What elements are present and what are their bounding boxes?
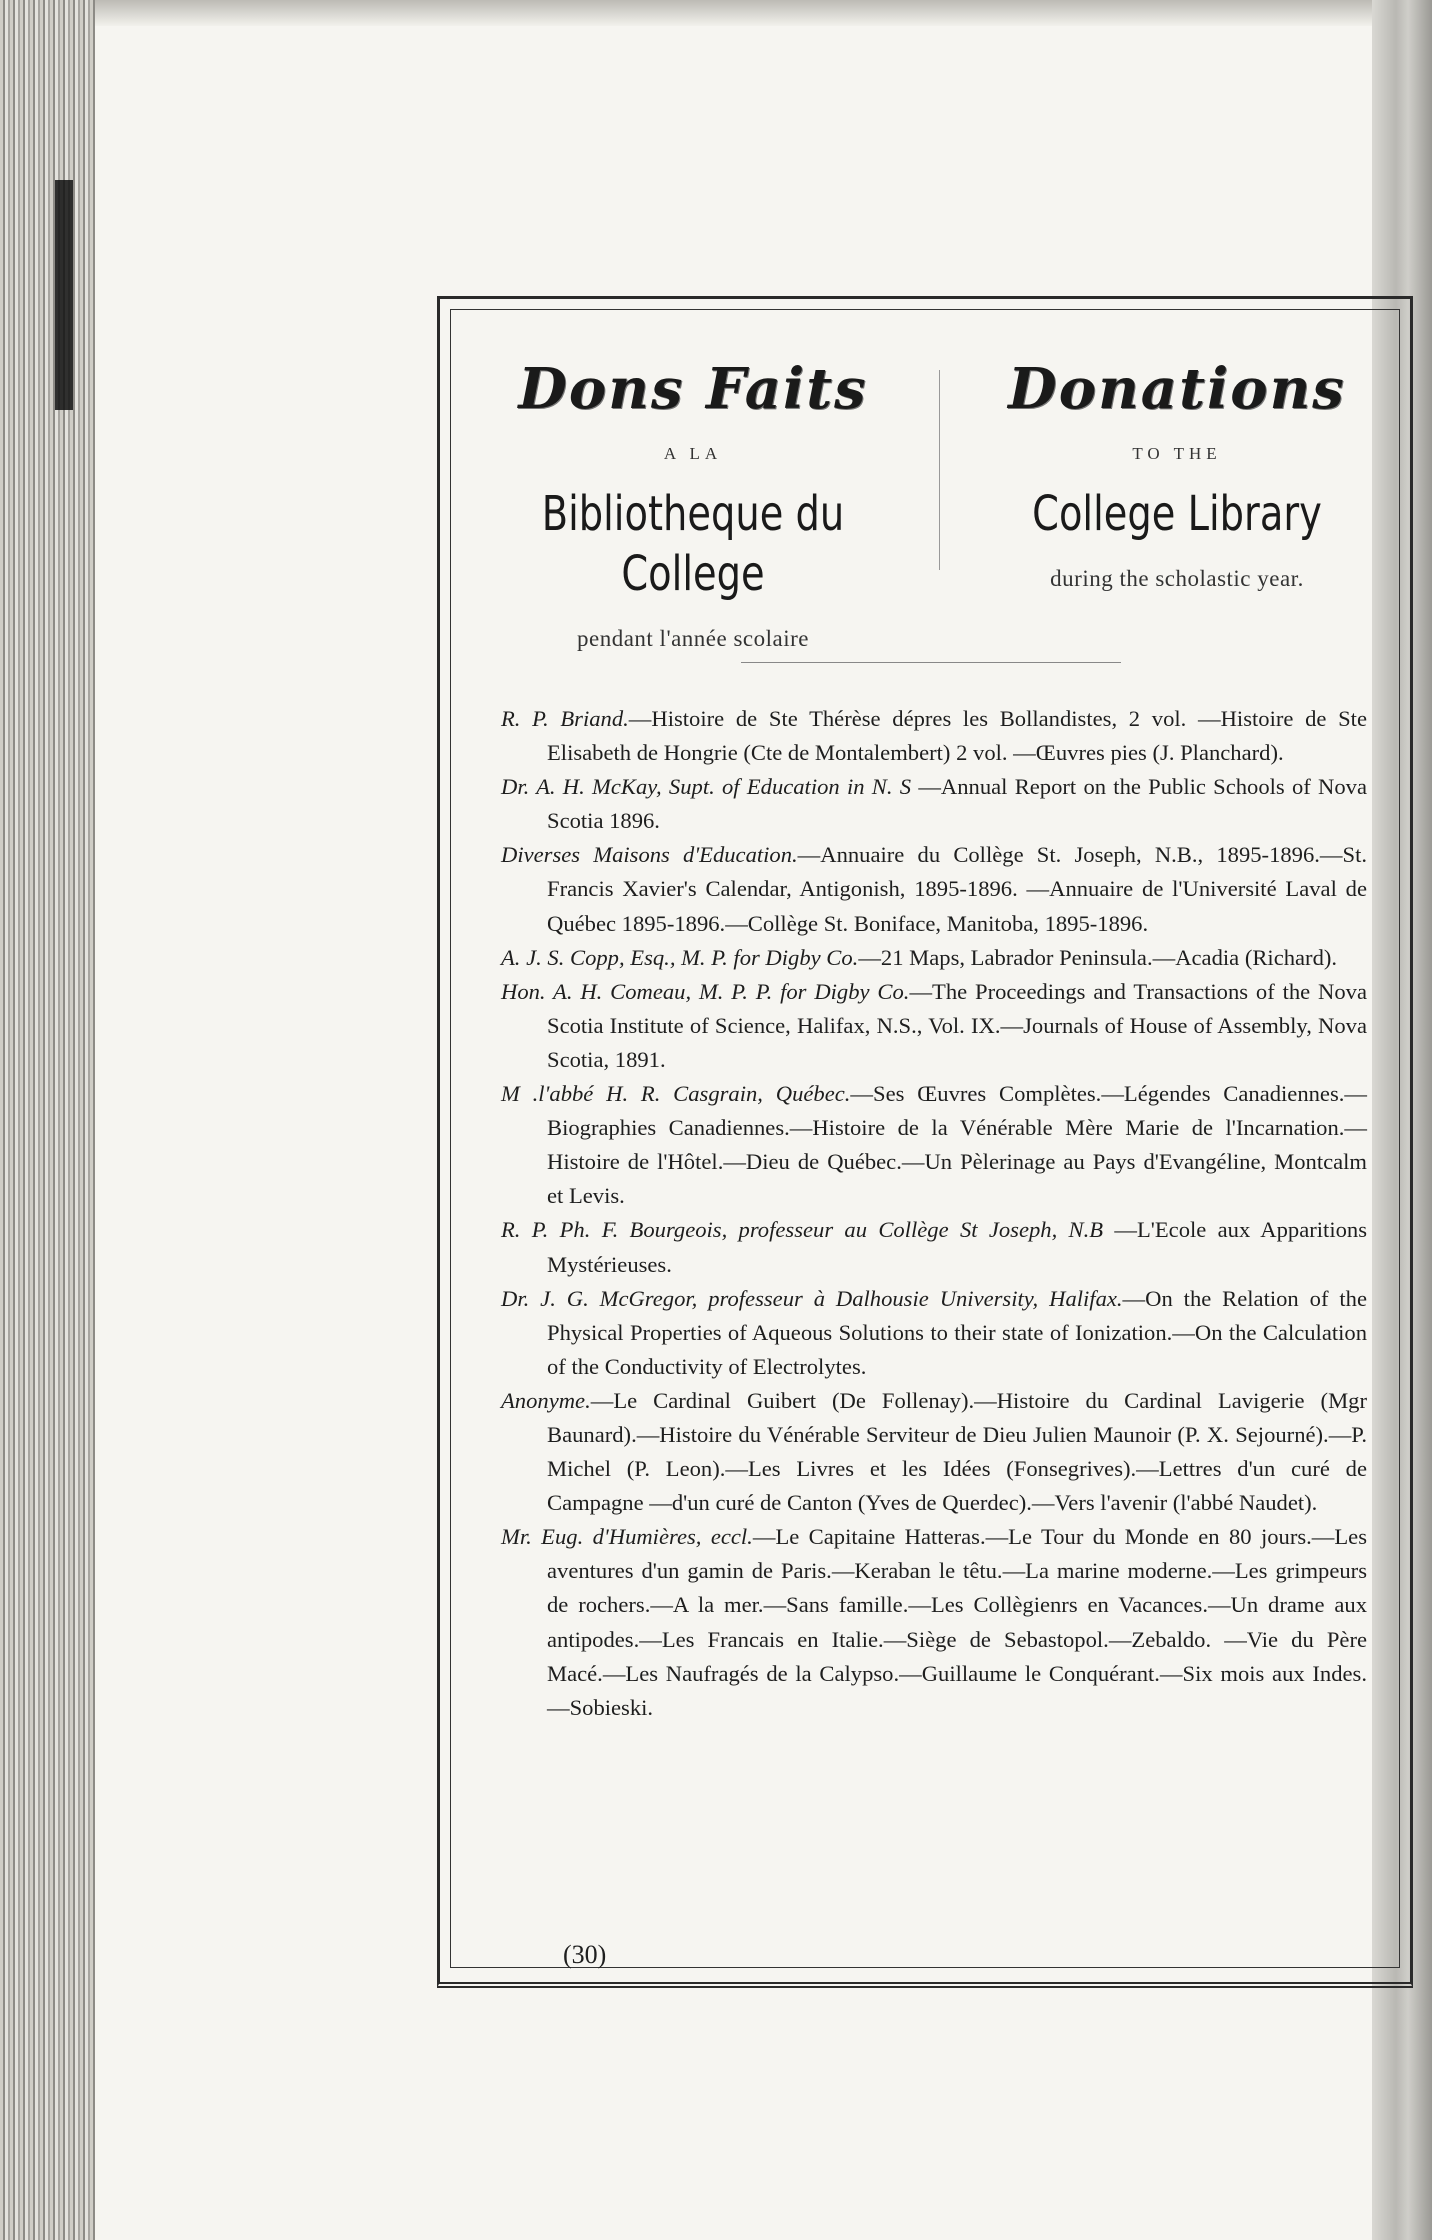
donation-text: —The Proceedings and Transactions of the Nova Scotia Institute of Science, Halifax, N.S., Vol. IX.—Journals of House of Assembly, Nova Scotia, 1891.	[547, 978, 1367, 1072]
book-page	[95, 26, 1372, 2240]
donation-entry	[501, 1520, 1367, 1725]
donation-entry	[501, 1282, 1367, 1384]
donor-name: R. P. Ph. F. Bourgeois, professeur au Collège St Joseph, N.B	[501, 1217, 1104, 1243]
donation-text: —Le Cardinal Guibert (De Follenay).—Histoire du Cardinal Lavigerie (Mgr Baunard).—Histoire du Vénérable Serviteur de Dieu Julien Maunoir (P. X. Sejourné).—P. Michel (P. Leon).—Les Livres et les Idées (Fonsegrives).—Lettres d'un curé de Campagne —d'un curé de Canton (Yves de Querdec).—Vers l'avenir (l'abbé Naudet).	[547, 1387, 1367, 1516]
english-library-title: College Library	[1032, 486, 1322, 542]
donor-name: R. P. Briand.	[501, 706, 629, 731]
english-subtitle: during the scholastic year.	[1050, 566, 1304, 591]
book-edge-left	[0, 0, 95, 2240]
donation-entry	[501, 838, 1367, 940]
donor-name: M .l'abbé H. R. Casgrain, Québec.	[501, 1081, 851, 1107]
donor-name: Dr. J. G. McGregor, professeur à Dalhousie University, Halifax.	[501, 1285, 1123, 1311]
frame-inner-border	[450, 309, 1400, 1968]
donation-text: —L'Ecole aux Apparitions Mystérieuses.	[547, 1217, 1367, 1277]
donation-text: —Le Capitaine Hatteras.—Le Tour du Monde en 80 jours.—Les aventures d'un gamin de Paris.—Keraban le têtu.—La marine moderne.—Les grimpeurs de rochers.—A la mer.—Sans famille.—Les Collègienrs en Vacances.—Un drame aux antipodes.—Les Francais en Italie.—Siège de Sebastopol.—Zebaldo. —Vie du Père Macé.—Les Naufragés de la Calypso.—Guillaume le Conquérant.—Six mois aux Indes.—Sobieski.	[547, 1524, 1367, 1720]
donation-text: —Annual Report on the Public Schools of Nova Scotia 1896.	[547, 774, 1367, 834]
english-title: Donations	[1008, 356, 1346, 422]
heading-french	[463, 350, 923, 652]
french-subtitle: pendant l'année scolaire	[577, 626, 809, 651]
donation-list	[501, 702, 1367, 1725]
donation-entry	[501, 1077, 1367, 1213]
donor-name: Hon. A. H. Comeau, M. P. P. for Digby Co.	[501, 978, 910, 1004]
donor-name: A. J. S. Copp, Esq., M. P. for Digby Co.	[501, 944, 859, 970]
donor-name: Dr. A. H. McKay, Supt. of Education in N. S	[501, 774, 912, 800]
donor-name: Diverses Maisons d'Education.	[501, 842, 798, 868]
page-number: (30)	[563, 1940, 607, 1969]
donor-name: Anonyme.	[501, 1387, 591, 1413]
donation-text: —Histoire de Ste Thérèse dépres les Bollandistes, 2 vol. —Histoire de Ste Elisabeth de Hongrie (Cte de Montalembert) 2 vol. —Œuvres pies (J. Planchard).	[547, 706, 1367, 766]
donation-text: —Annuaire du Collège St. Joseph, N.B., 1895-1896.—St. Francis Xavier's Calendar, Antigonish, 1895-1896. —Annuaire de l'Université Laval de Québec 1895-1896.—Collège St. Boniface, Manitoba, 1895-1896.	[547, 842, 1367, 936]
donation-entry	[501, 1213, 1367, 1281]
donation-text: —Ses Œuvres Complètes.—Légendes Canadiennes.—Biographies Canadiennes.—Histoire de la Vénérable Mère Marie de l'Incarnation.—Histoire de l'Hôtel.—Dieu de Québec.—Un Pèlerinage au Pays d'Evangéline, Montcalm et Levis.	[547, 1081, 1367, 1209]
french-library-title: Bibliotheque du College	[541, 486, 845, 602]
english-small-caps: TO THE	[1132, 444, 1222, 463]
page-top-shadow	[95, 0, 1372, 26]
heading-rule	[741, 662, 1121, 663]
donor-name: Mr. Eug. d'Humières, eccl.	[501, 1524, 753, 1550]
donation-entry	[501, 975, 1367, 1077]
donation-entry	[501, 1384, 1367, 1520]
heading-english	[947, 350, 1407, 592]
donation-text: —On the Relation of the Physical Properties of Aqueous Solutions to their state of Ionization.—On the Calculation of the Conductivity of Electrolytes.	[547, 1285, 1367, 1379]
donation-entry	[501, 941, 1367, 975]
donation-entry	[501, 702, 1367, 770]
page-frame	[437, 296, 1413, 1988]
donation-entry	[501, 770, 1367, 838]
heading-divider	[939, 370, 940, 570]
donation-text: —21 Maps, Labrador Peninsula.—Acadia (Richard).	[858, 944, 1338, 970]
french-title: Dons Faits	[518, 356, 868, 422]
french-small-caps: A LA	[663, 444, 723, 463]
